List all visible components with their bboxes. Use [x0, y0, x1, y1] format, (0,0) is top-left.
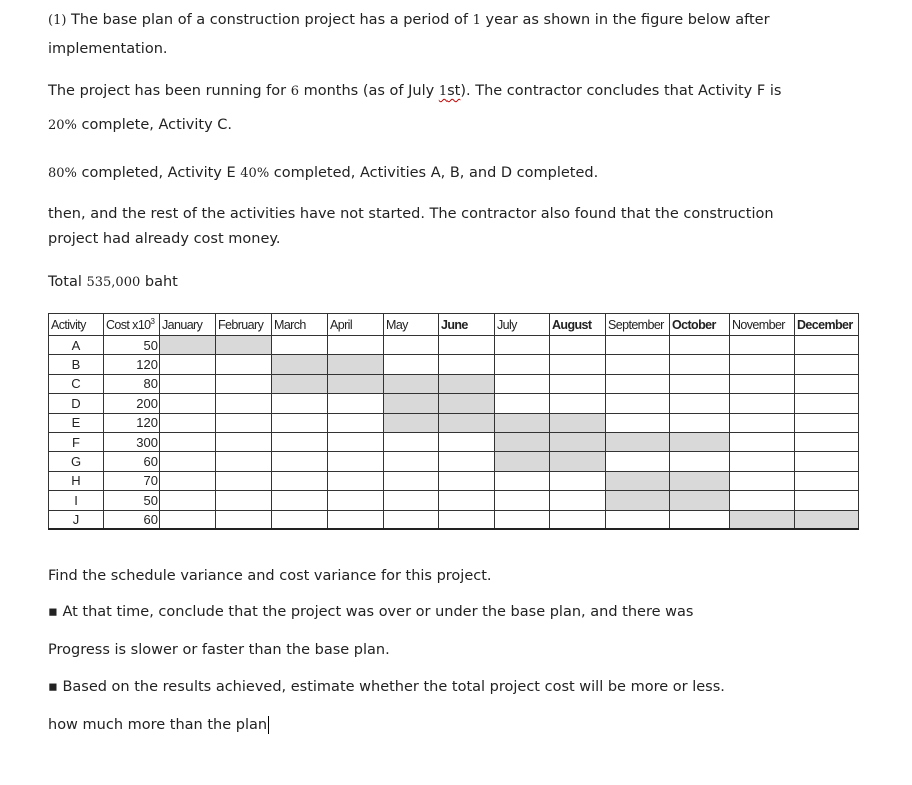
schedule-empty-cell	[795, 355, 859, 374]
schedule-empty-cell	[160, 491, 216, 510]
schedule-empty-cell	[384, 452, 439, 471]
schedule-bar-cell	[550, 432, 606, 451]
schedule-bar-cell	[730, 510, 795, 529]
schedule-empty-cell	[328, 432, 384, 451]
schedule-empty-cell	[550, 336, 606, 355]
spellcheck-word: 1st	[438, 83, 461, 99]
schedule-bar-cell	[495, 452, 550, 471]
schedule-empty-cell	[328, 491, 384, 510]
schedule-empty-cell	[439, 510, 495, 529]
question-2: ▪ At that time, conclude that the project was over or under the base plan, and there was	[48, 604, 694, 620]
schedule-empty-cell	[272, 510, 328, 529]
schedule-empty-cell	[795, 413, 859, 432]
schedule-bar-cell	[216, 336, 272, 355]
schedule-empty-cell	[216, 394, 272, 413]
header-month: April	[328, 314, 384, 336]
schedule-table	[48, 313, 859, 530]
header-month: July	[495, 314, 550, 336]
schedule-empty-cell	[328, 336, 384, 355]
header-month: March	[272, 314, 328, 336]
schedule-empty-cell	[328, 471, 384, 490]
cost-cell: 50	[104, 491, 160, 510]
schedule-empty-cell	[606, 374, 670, 393]
cost-cell: 120	[104, 413, 160, 432]
schedule-bar-cell	[384, 374, 439, 393]
cost-cell: 60	[104, 510, 160, 529]
schedule-empty-cell	[328, 510, 384, 529]
schedule-empty-cell	[160, 471, 216, 490]
schedule-empty-cell	[670, 413, 730, 432]
schedule-bar-cell	[328, 355, 384, 374]
schedule-empty-cell	[328, 452, 384, 471]
schedule-empty-cell	[439, 336, 495, 355]
table-row	[49, 355, 859, 374]
schedule-empty-cell	[216, 491, 272, 510]
schedule-empty-cell	[495, 355, 550, 374]
schedule-empty-cell	[670, 355, 730, 374]
header-month: June	[439, 314, 495, 336]
activity-cell: E	[49, 413, 104, 432]
question-1: Find the schedule variance and cost variance for this project.	[48, 568, 492, 584]
schedule-empty-cell	[795, 394, 859, 413]
schedule-empty-cell	[328, 413, 384, 432]
schedule-empty-cell	[272, 452, 328, 471]
table-row	[49, 336, 859, 355]
activity-cell: G	[49, 452, 104, 471]
schedule-empty-cell	[439, 452, 495, 471]
schedule-bar-cell	[606, 491, 670, 510]
schedule-empty-cell	[439, 355, 495, 374]
table-row	[49, 471, 859, 490]
schedule-bar-cell	[670, 471, 730, 490]
cost-cell: 60	[104, 452, 160, 471]
schedule-empty-cell	[328, 394, 384, 413]
schedule-empty-cell	[670, 452, 730, 471]
schedule-empty-cell	[670, 336, 730, 355]
header-month: August	[550, 314, 606, 336]
schedule-empty-cell	[160, 510, 216, 529]
header-month: September	[606, 314, 670, 336]
table-row	[49, 452, 859, 471]
header-month: May	[384, 314, 439, 336]
bullet-icon: ▪	[48, 604, 58, 620]
schedule-empty-cell	[730, 452, 795, 471]
question-5[interactable]: how much more than the plan	[48, 717, 268, 733]
cost-cell: 300	[104, 432, 160, 451]
schedule-bar-cell	[439, 374, 495, 393]
schedule-bar-cell	[550, 452, 606, 471]
schedule-empty-cell	[795, 491, 859, 510]
schedule-empty-cell	[384, 471, 439, 490]
text-cursor	[268, 716, 269, 734]
schedule-bar-cell	[160, 336, 216, 355]
schedule-bar-cell	[439, 394, 495, 413]
schedule-empty-cell	[550, 355, 606, 374]
intro-line-5: 80% completed, Activity E 40% completed, Activities A, B, and D completed.	[48, 165, 599, 181]
schedule-empty-cell	[384, 432, 439, 451]
schedule-empty-cell	[795, 374, 859, 393]
header-cost: Cost $x10^3$	[104, 314, 160, 336]
schedule-empty-cell	[160, 355, 216, 374]
table-row	[49, 413, 859, 432]
schedule-empty-cell	[730, 413, 795, 432]
schedule-empty-cell	[272, 394, 328, 413]
schedule-empty-cell	[160, 374, 216, 393]
activity-cell: B	[49, 355, 104, 374]
schedule-empty-cell	[606, 510, 670, 529]
schedule-empty-cell	[272, 491, 328, 510]
schedule-empty-cell	[495, 471, 550, 490]
table-header-row	[49, 314, 859, 336]
schedule-empty-cell	[160, 413, 216, 432]
schedule-empty-cell	[550, 491, 606, 510]
schedule-empty-cell	[495, 394, 550, 413]
schedule-empty-cell	[670, 374, 730, 393]
schedule-empty-cell	[606, 336, 670, 355]
intro-line-2: implementation.	[48, 41, 168, 57]
schedule-empty-cell	[439, 432, 495, 451]
table-row	[49, 510, 859, 529]
header-month: October	[670, 314, 730, 336]
schedule-bar-cell	[495, 432, 550, 451]
schedule-empty-cell	[272, 432, 328, 451]
activity-cell: C	[49, 374, 104, 393]
schedule-empty-cell	[216, 355, 272, 374]
schedule-bar-cell	[606, 471, 670, 490]
schedule-bar-cell	[439, 413, 495, 432]
schedule-empty-cell	[730, 374, 795, 393]
schedule-empty-cell	[160, 452, 216, 471]
schedule-empty-cell	[795, 336, 859, 355]
schedule-empty-cell	[439, 491, 495, 510]
schedule-empty-cell	[384, 491, 439, 510]
schedule-empty-cell	[795, 432, 859, 451]
schedule-empty-cell	[272, 336, 328, 355]
schedule-bar-cell	[384, 394, 439, 413]
schedule-empty-cell	[495, 336, 550, 355]
schedule-bar-cell	[384, 413, 439, 432]
schedule-empty-cell	[670, 510, 730, 529]
table-row	[49, 374, 859, 393]
intro-line-7: Total 535,000 baht	[48, 274, 178, 290]
schedule-bar-cell	[606, 432, 670, 451]
activity-cell: D	[49, 394, 104, 413]
activity-cell: H	[49, 471, 104, 490]
activity-cell: F	[49, 432, 104, 451]
schedule-bar-cell	[328, 374, 384, 393]
schedule-empty-cell	[216, 413, 272, 432]
schedule-empty-cell	[550, 510, 606, 529]
schedule-empty-cell	[606, 452, 670, 471]
schedule-bar-cell	[550, 413, 606, 432]
schedule-empty-cell	[606, 413, 670, 432]
schedule-empty-cell	[160, 394, 216, 413]
header-month: February	[216, 314, 272, 336]
schedule-empty-cell	[384, 510, 439, 529]
bullet-icon: ▪	[48, 679, 58, 695]
schedule-empty-cell	[216, 432, 272, 451]
schedule-empty-cell	[272, 413, 328, 432]
schedule-bar-cell	[272, 355, 328, 374]
header-month: December	[795, 314, 859, 336]
schedule-bar-cell	[795, 510, 859, 529]
intro-line-1: (1) The base plan of a construction project has a period of 1 year as shown in the figure below after	[48, 12, 770, 28]
table-row	[49, 432, 859, 451]
schedule-bar-cell	[495, 413, 550, 432]
activity-cell: I	[49, 491, 104, 510]
header-activity: Activity	[49, 314, 104, 336]
schedule-empty-cell	[384, 355, 439, 374]
schedule-empty-cell	[495, 510, 550, 529]
schedule-empty-cell	[730, 355, 795, 374]
intro-line-4: 20% complete, Activity C.	[48, 117, 233, 133]
schedule-empty-cell	[216, 510, 272, 529]
schedule-bar-cell	[670, 432, 730, 451]
schedule-bar-cell	[272, 374, 328, 393]
table-row	[49, 491, 859, 510]
schedule-empty-cell	[606, 394, 670, 413]
schedule-empty-cell	[216, 374, 272, 393]
intro-line-6: then, and the rest of the activities have not started. The contractor also found that the construction project had already cost money.	[48, 206, 774, 247]
question-3: Progress is slower or faster than the base plan.	[48, 642, 390, 658]
schedule-empty-cell	[730, 471, 795, 490]
question-4: ▪ Based on the results achieved, estimate whether the total project cost will be more or less.	[48, 679, 725, 695]
schedule-empty-cell	[439, 471, 495, 490]
schedule-empty-cell	[795, 471, 859, 490]
schedule-empty-cell	[670, 394, 730, 413]
header-month: November	[730, 314, 795, 336]
schedule-bar-cell	[670, 491, 730, 510]
schedule-empty-cell	[384, 336, 439, 355]
activity-cell: A	[49, 336, 104, 355]
schedule-empty-cell	[550, 374, 606, 393]
schedule-empty-cell	[550, 394, 606, 413]
schedule-empty-cell	[795, 452, 859, 471]
cost-cell: 70	[104, 471, 160, 490]
cost-cell: 80	[104, 374, 160, 393]
schedule-empty-cell	[606, 355, 670, 374]
cost-cell: 120	[104, 355, 160, 374]
schedule-empty-cell	[160, 432, 216, 451]
schedule-empty-cell	[730, 394, 795, 413]
activity-cell: J	[49, 510, 104, 529]
intro-line-3: The project has been running for 6 months (as of July 1st). The contractor concludes that Activity F is	[48, 83, 782, 99]
schedule-empty-cell	[730, 491, 795, 510]
schedule-empty-cell	[730, 336, 795, 355]
table-row	[49, 394, 859, 413]
schedule-empty-cell	[730, 432, 795, 451]
cost-cell: 50	[104, 336, 160, 355]
schedule-empty-cell	[216, 471, 272, 490]
header-month: January	[160, 314, 216, 336]
schedule-empty-cell	[495, 374, 550, 393]
schedule-empty-cell	[550, 471, 606, 490]
schedule-empty-cell	[216, 452, 272, 471]
cost-cell: 200	[104, 394, 160, 413]
schedule-empty-cell	[495, 491, 550, 510]
schedule-empty-cell	[272, 471, 328, 490]
